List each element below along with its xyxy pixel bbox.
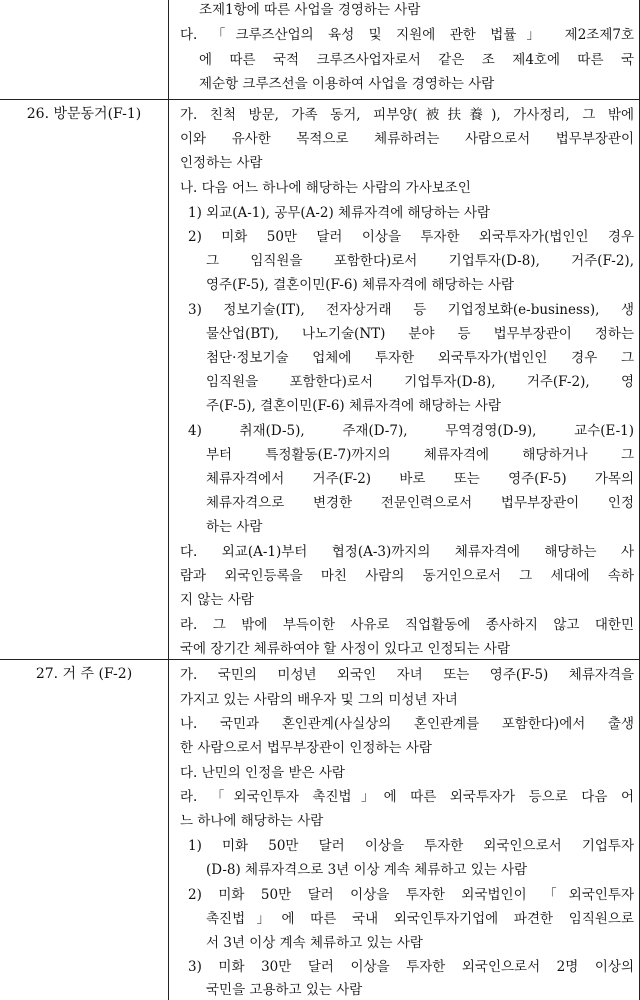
- table-cell-line: 에 따른 국적 크루즈사업자로서 같은 조 제4호에 따른 국: [199, 52, 634, 68]
- table-cell-line: 가. 친척 방문, 가족 동거, 피부양(被扶養), 가사정리, 그 밖에: [180, 107, 634, 123]
- table-cell-line: 3) 미화 30만 달러 이상을 투자한 외국인으로서 2명 이상의: [188, 959, 634, 975]
- table-cell-line: 서 3년 이상 계속 체류하고 있는 사람: [206, 935, 423, 951]
- table-cell-line: 4) 취재(D-5), 주재(D-7), 무역경영(D-9), 교수(E-1): [188, 423, 634, 439]
- table-cell-line: 1) 외교(A-1), 공무(A-2) 체류자격에 해당하는 사람: [188, 205, 491, 221]
- section-label: 27. 거 주 (F-2): [35, 666, 133, 682]
- table-cell-line: 국에 장기간 체류하여야 할 사정이 있다고 인정되는 사람: [180, 641, 510, 657]
- table-cell-line: 나. 다음 어느 하나에 해당하는 사람의 가사보조인: [180, 180, 471, 196]
- section-label: 26. 방문동거(F-1): [26, 106, 142, 122]
- table-cell-line: 체류자격에서 거주(F-2) 바로 또는 영주(F-5) 가목의: [206, 471, 634, 487]
- column-divider: [168, 0, 169, 1000]
- table-cell-line: 2) 미화 50만 달러 이상을 투자한 외국법인이 「외국인투자: [188, 887, 634, 903]
- table-cell-line: 3) 정보기술(IT), 전자상거래 등 기업정보화(e-business), 생: [188, 302, 634, 318]
- table-cell-line: 하는 사람: [206, 519, 263, 535]
- table-cell-line: (D-8) 체류자격으로 3년 이상 계속 체류하고 있는 사람: [206, 862, 528, 878]
- table-cell-line: 람과 외국인등록을 마친 사람의 동거인으로서 그 세대에 속하: [180, 568, 634, 584]
- table-cell-line: 가지고 있는 사람의 배우자 및 그의 미성년 자녀: [180, 692, 458, 708]
- table-cell-line: 나. 국민과 혼인관계(사실상의 혼인관계를 포함한다)에서 출생: [180, 716, 634, 732]
- row-divider: [0, 99, 640, 100]
- table-cell-line: 다. 외교(A-1)부터 협정(A-3)까지의 체류자격에 해당하는 사: [180, 544, 634, 560]
- table-cell-line: 임직원을 포함한다)로서 기업투자(D-8), 거주(F-2), 영: [206, 374, 634, 390]
- table-cell-line: 첨단·정보기술 업체에 투자한 외국투자가(법인인 경우 그: [206, 350, 634, 366]
- table-cell-line: 물산업(BT), 나노기술(NT) 분야 등 법무부장관이 정하는: [206, 326, 634, 342]
- table-cell-line: 다. 「크루즈산업의 육성 및 지원에 관한 법률」 제2조제7호: [180, 27, 634, 43]
- table-cell-line: 라. 「외국인투자 촉진법」에 따른 외국투자가 등으로 다음 어: [180, 789, 634, 805]
- table-cell-line: 느 하나에 해당하는 사람: [180, 813, 324, 829]
- table-cell-line: 이와 유사한 목적으로 체류하려는 사람으로서 법무부장관이: [180, 131, 634, 147]
- table-cell-line: 그 임직원을 포함한다)로서 기업투자(D-8), 거주(F-2),: [206, 253, 634, 269]
- table-cell-line: 인정하는 사람: [180, 155, 263, 171]
- table-cell-line: 2) 미화 50만 달러 이상을 투자한 외국투자가(법인인 경우: [188, 229, 634, 245]
- table-cell-line: 지 않는 사람: [180, 592, 254, 608]
- table-cell-line: 다. 난민의 인정을 받은 사람: [180, 765, 345, 781]
- table-cell-line: 주(F-5), 결혼이민(F-6) 체류자격에 해당하는 사람: [206, 398, 502, 414]
- table-cell-line: 한 사람으로서 법무부장관이 인정하는 사람: [180, 740, 432, 756]
- table-cell-line: 제순항 크루즈선을 이용하여 사업을 경영하는 사람: [199, 76, 495, 92]
- table-cell-line: 영주(F-5), 결혼이민(F-6) 체류자격에 해당하는 사람: [206, 277, 515, 293]
- table-cell-line: 국민을 고용하고 있는 사람: [206, 982, 363, 998]
- table-cell-line: 촉진법」에 따른 국내 외국인투자기업에 파견한 임직원으로: [206, 911, 634, 927]
- row-divider: [0, 659, 640, 660]
- table-cell-line: 체류자격으로 변경한 전문인력으로서 법무부장관이 인정: [206, 495, 634, 511]
- table-cell-line: 가. 국민의 미성년 외국인 자녀 또는 영주(F-5) 체류자격을: [180, 667, 634, 683]
- table-cell-line: 라. 그 밖에 부득이한 사유로 직업활동에 종사하지 않고 대한민: [180, 617, 634, 633]
- table-cell-line: 1) 미화 50만 달러 이상을 투자한 외국인으로서 기업투자: [188, 838, 634, 854]
- table-cell-line: 부터 특정활동(E-7)까지의 체류자격에 해당하거나 그: [206, 447, 634, 463]
- table-cell-line: 조제1항에 따른 사업을 경영하는 사람: [199, 2, 421, 18]
